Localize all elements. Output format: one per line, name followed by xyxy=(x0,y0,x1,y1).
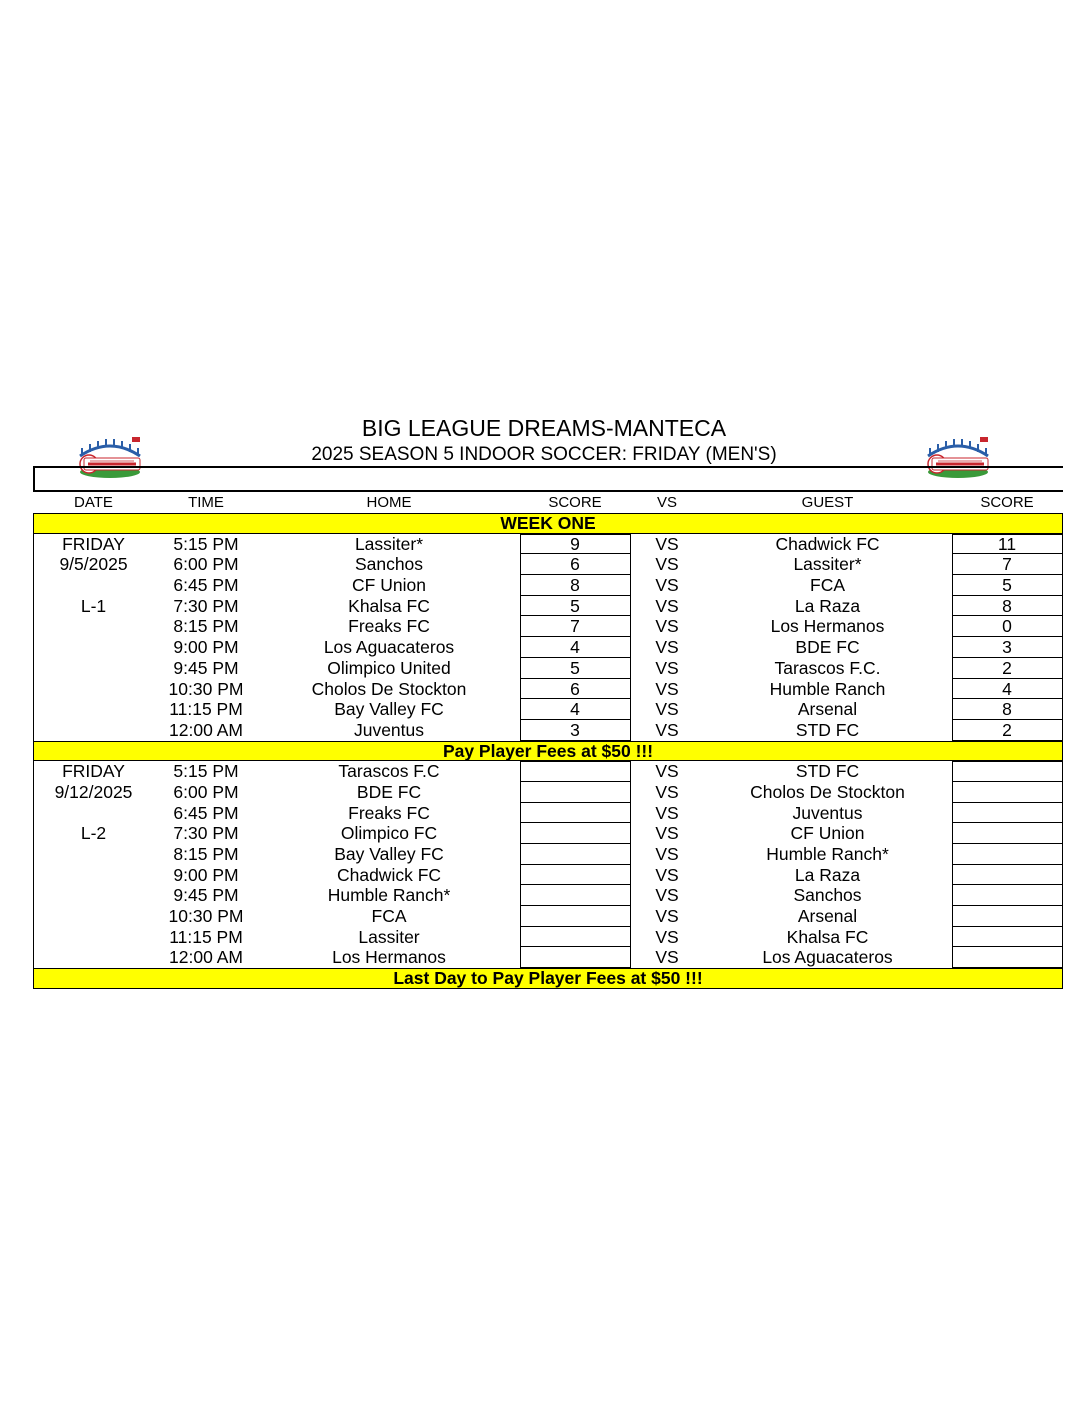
home-score: 5 xyxy=(570,657,580,678)
home-score-box xyxy=(520,947,631,968)
guest-team: Los Hermanos xyxy=(770,616,885,637)
home-team: Cholos De Stockton xyxy=(311,678,467,699)
game-time: 12:00 AM xyxy=(169,719,243,740)
game-time: 12:00 AM xyxy=(169,947,243,968)
vs-label: VS xyxy=(655,678,679,699)
guest-score-box xyxy=(952,885,1063,906)
guest-team: Juventus xyxy=(792,802,863,823)
game-date: 9/5/2025 xyxy=(59,554,128,575)
guest-score: 8 xyxy=(1002,699,1012,720)
guest-score: 2 xyxy=(1002,657,1012,678)
table-row xyxy=(33,823,1062,844)
game-time: 9:45 PM xyxy=(173,657,239,678)
week-two-games xyxy=(33,761,1063,968)
home-team: Los Hermanos xyxy=(332,947,446,968)
guest-score: 4 xyxy=(1002,678,1012,699)
blank-header-row xyxy=(33,468,1063,492)
home-team: Bay Valley FC xyxy=(334,844,444,864)
game-time: 6:00 PM xyxy=(173,554,239,575)
guest-score-box xyxy=(952,782,1063,803)
table-row xyxy=(33,782,1062,803)
guest-team: Arsenal xyxy=(797,906,858,927)
home-score: 3 xyxy=(570,719,580,740)
guest-score: 0 xyxy=(1002,616,1012,637)
vs-label: VS xyxy=(655,781,679,802)
home-score-box xyxy=(520,865,631,886)
table-row xyxy=(33,658,1062,679)
game-time: 5:15 PM xyxy=(173,761,239,782)
game-time: 11:15 PM xyxy=(169,926,243,947)
guest-score-box xyxy=(952,761,1063,782)
guest-score-box xyxy=(952,823,1063,844)
home-score: 4 xyxy=(570,699,580,720)
column-header-row xyxy=(33,493,1063,513)
vs-label: VS xyxy=(655,575,679,596)
home-team: BDE FC xyxy=(356,781,422,802)
guest-team: CF Union xyxy=(790,823,865,844)
home-team: Freaks FC xyxy=(348,802,430,823)
home-team: Humble Ranch* xyxy=(327,885,451,906)
home-team: FCA xyxy=(371,906,407,927)
guest-team: Sanchos xyxy=(793,885,862,906)
home-team: Juventus xyxy=(353,719,425,740)
vs-label: VS xyxy=(655,947,679,968)
home-team: Freaks FC xyxy=(348,616,430,637)
home-team: Sanchos xyxy=(354,554,424,575)
guest-team: La Raza xyxy=(794,864,861,885)
vs-label: VS xyxy=(655,802,679,823)
guest-score: 7 xyxy=(1002,554,1012,575)
vs-label: VS xyxy=(655,885,679,906)
guest-team: FCA xyxy=(810,575,845,596)
game-time: 5:15 PM xyxy=(173,533,239,554)
guest-team: Cholos De Stockton xyxy=(750,781,905,802)
home-score-box xyxy=(520,844,631,865)
col-vs: VS xyxy=(656,494,677,511)
table-row xyxy=(33,927,1062,948)
game-time: 8:15 PM xyxy=(173,844,239,864)
vs-label: VS xyxy=(655,554,679,575)
vs-label: VS xyxy=(655,637,679,658)
col-date: DATE xyxy=(74,494,113,511)
home-team: Tarascos F.C xyxy=(338,761,440,782)
col-guest: GUEST xyxy=(801,494,854,511)
home-team: Khalsa FC xyxy=(348,595,430,616)
home-score-box xyxy=(520,761,631,782)
table-row xyxy=(33,885,1062,906)
vs-label: VS xyxy=(655,761,679,782)
col-guest-score: SCORE xyxy=(980,494,1034,511)
game-time: 9:00 PM xyxy=(173,864,239,885)
home-score-box xyxy=(520,927,631,948)
page-subtitle: 2025 SEASON 5 INDOOR SOCCER: FRIDAY (MEN'S) xyxy=(311,444,777,465)
table-row xyxy=(33,554,1062,575)
game-time: 7:30 PM xyxy=(173,823,239,844)
guest-team: Lassiter* xyxy=(793,554,862,575)
week-one-banner: WEEK ONE xyxy=(33,513,1063,534)
table-row xyxy=(33,699,1062,720)
table-row xyxy=(33,616,1062,637)
game-date: L-1 xyxy=(80,595,107,616)
guest-team: Los Aguacateros xyxy=(762,947,893,968)
guest-score-box xyxy=(952,927,1063,948)
vs-label: VS xyxy=(655,533,679,554)
game-time: 8:15 PM xyxy=(173,616,239,637)
guest-team: Humble Ranch xyxy=(769,678,886,699)
home-score-box xyxy=(520,885,631,906)
home-score-box xyxy=(520,906,631,927)
vs-label: VS xyxy=(655,616,679,637)
vs-label: VS xyxy=(655,657,679,678)
table-row xyxy=(33,761,1062,782)
week-one-games xyxy=(33,534,1063,741)
guest-score: 11 xyxy=(997,533,1017,554)
guest-score: 5 xyxy=(1002,575,1012,596)
home-team: Chadwick FC xyxy=(336,864,442,885)
vs-label: VS xyxy=(655,906,679,927)
home-score-box xyxy=(520,823,631,844)
home-score: 8 xyxy=(570,575,580,596)
game-time: 9:00 PM xyxy=(173,637,239,658)
table-row xyxy=(33,906,1062,927)
guest-team: Humble Ranch* xyxy=(766,844,889,864)
table-row xyxy=(33,844,1062,865)
table-row xyxy=(33,947,1062,968)
vs-label: VS xyxy=(655,595,679,616)
guest-team: Tarascos F.C. xyxy=(774,657,881,678)
table-row xyxy=(33,865,1062,886)
home-team: Lassiter xyxy=(358,926,420,947)
vs-label: VS xyxy=(655,926,679,947)
guest-score-box xyxy=(952,844,1063,865)
guest-score: 2 xyxy=(1002,719,1012,740)
home-team: Los Aguacateros xyxy=(323,637,455,658)
home-score-box xyxy=(520,803,631,824)
game-time: 11:15 PM xyxy=(169,699,243,720)
table-row xyxy=(33,720,1062,741)
table-row xyxy=(33,803,1062,824)
guest-score-box xyxy=(952,803,1063,824)
page-title: BIG LEAGUE DREAMS-MANTECA xyxy=(361,415,727,441)
home-team: CF Union xyxy=(352,575,426,596)
guest-team: La Raza xyxy=(794,595,861,616)
col-home-score: SCORE xyxy=(548,494,602,511)
table-row xyxy=(33,679,1062,700)
home-score: 4 xyxy=(570,637,580,658)
vs-label: VS xyxy=(655,844,679,864)
table-row xyxy=(33,596,1062,617)
guest-team: STD FC xyxy=(795,761,860,782)
guest-score-box xyxy=(952,947,1063,968)
game-date: FRIDAY xyxy=(62,761,125,782)
vs-label: VS xyxy=(655,864,679,885)
game-time: 6:45 PM xyxy=(173,802,239,823)
last-day-fee-banner: Last Day to Pay Player Fees at $50 !!! xyxy=(33,968,1063,989)
home-score: 5 xyxy=(570,595,580,616)
table-row xyxy=(33,534,1062,555)
col-home: HOME xyxy=(366,494,412,511)
game-time: 7:30 PM xyxy=(173,595,239,616)
game-time: 9:45 PM xyxy=(173,885,239,906)
vs-label: VS xyxy=(655,823,679,844)
guest-team: BDE FC xyxy=(795,637,860,658)
guest-score-box xyxy=(952,865,1063,886)
home-team: Bay Valley FC xyxy=(334,699,444,720)
home-team: Lassiter* xyxy=(354,533,424,554)
col-time: TIME xyxy=(188,494,224,511)
guest-score: 8 xyxy=(1002,595,1012,616)
home-team: Olimpico FC xyxy=(340,823,438,844)
guest-team: Arsenal xyxy=(797,699,858,720)
home-score-box xyxy=(520,782,631,803)
guest-score-box xyxy=(952,906,1063,927)
game-date: L-2 xyxy=(80,823,107,844)
guest-team: Chadwick FC xyxy=(775,533,880,554)
schedule-table xyxy=(33,493,1063,989)
game-date: FRIDAY xyxy=(62,533,125,554)
game-date: 9/12/2025 xyxy=(54,781,133,802)
home-score: 7 xyxy=(570,616,580,637)
guest-team: STD FC xyxy=(795,719,860,740)
vs-label: VS xyxy=(655,719,679,740)
game-time: 10:30 PM xyxy=(168,678,244,699)
table-row xyxy=(33,575,1062,596)
fee-reminder-banner: Pay Player Fees at $50 !!! xyxy=(33,741,1063,762)
home-score: 9 xyxy=(570,533,580,554)
home-score: 6 xyxy=(570,678,580,699)
home-score: 6 xyxy=(570,554,580,575)
home-team: Olimpico United xyxy=(327,657,451,678)
game-time: 10:30 PM xyxy=(168,906,244,927)
game-time: 6:00 PM xyxy=(173,781,239,802)
guest-team: Khalsa FC xyxy=(786,926,869,947)
table-row xyxy=(33,637,1062,658)
guest-score: 3 xyxy=(1002,637,1012,658)
game-time: 6:45 PM xyxy=(173,575,239,596)
vs-label: VS xyxy=(655,699,679,720)
